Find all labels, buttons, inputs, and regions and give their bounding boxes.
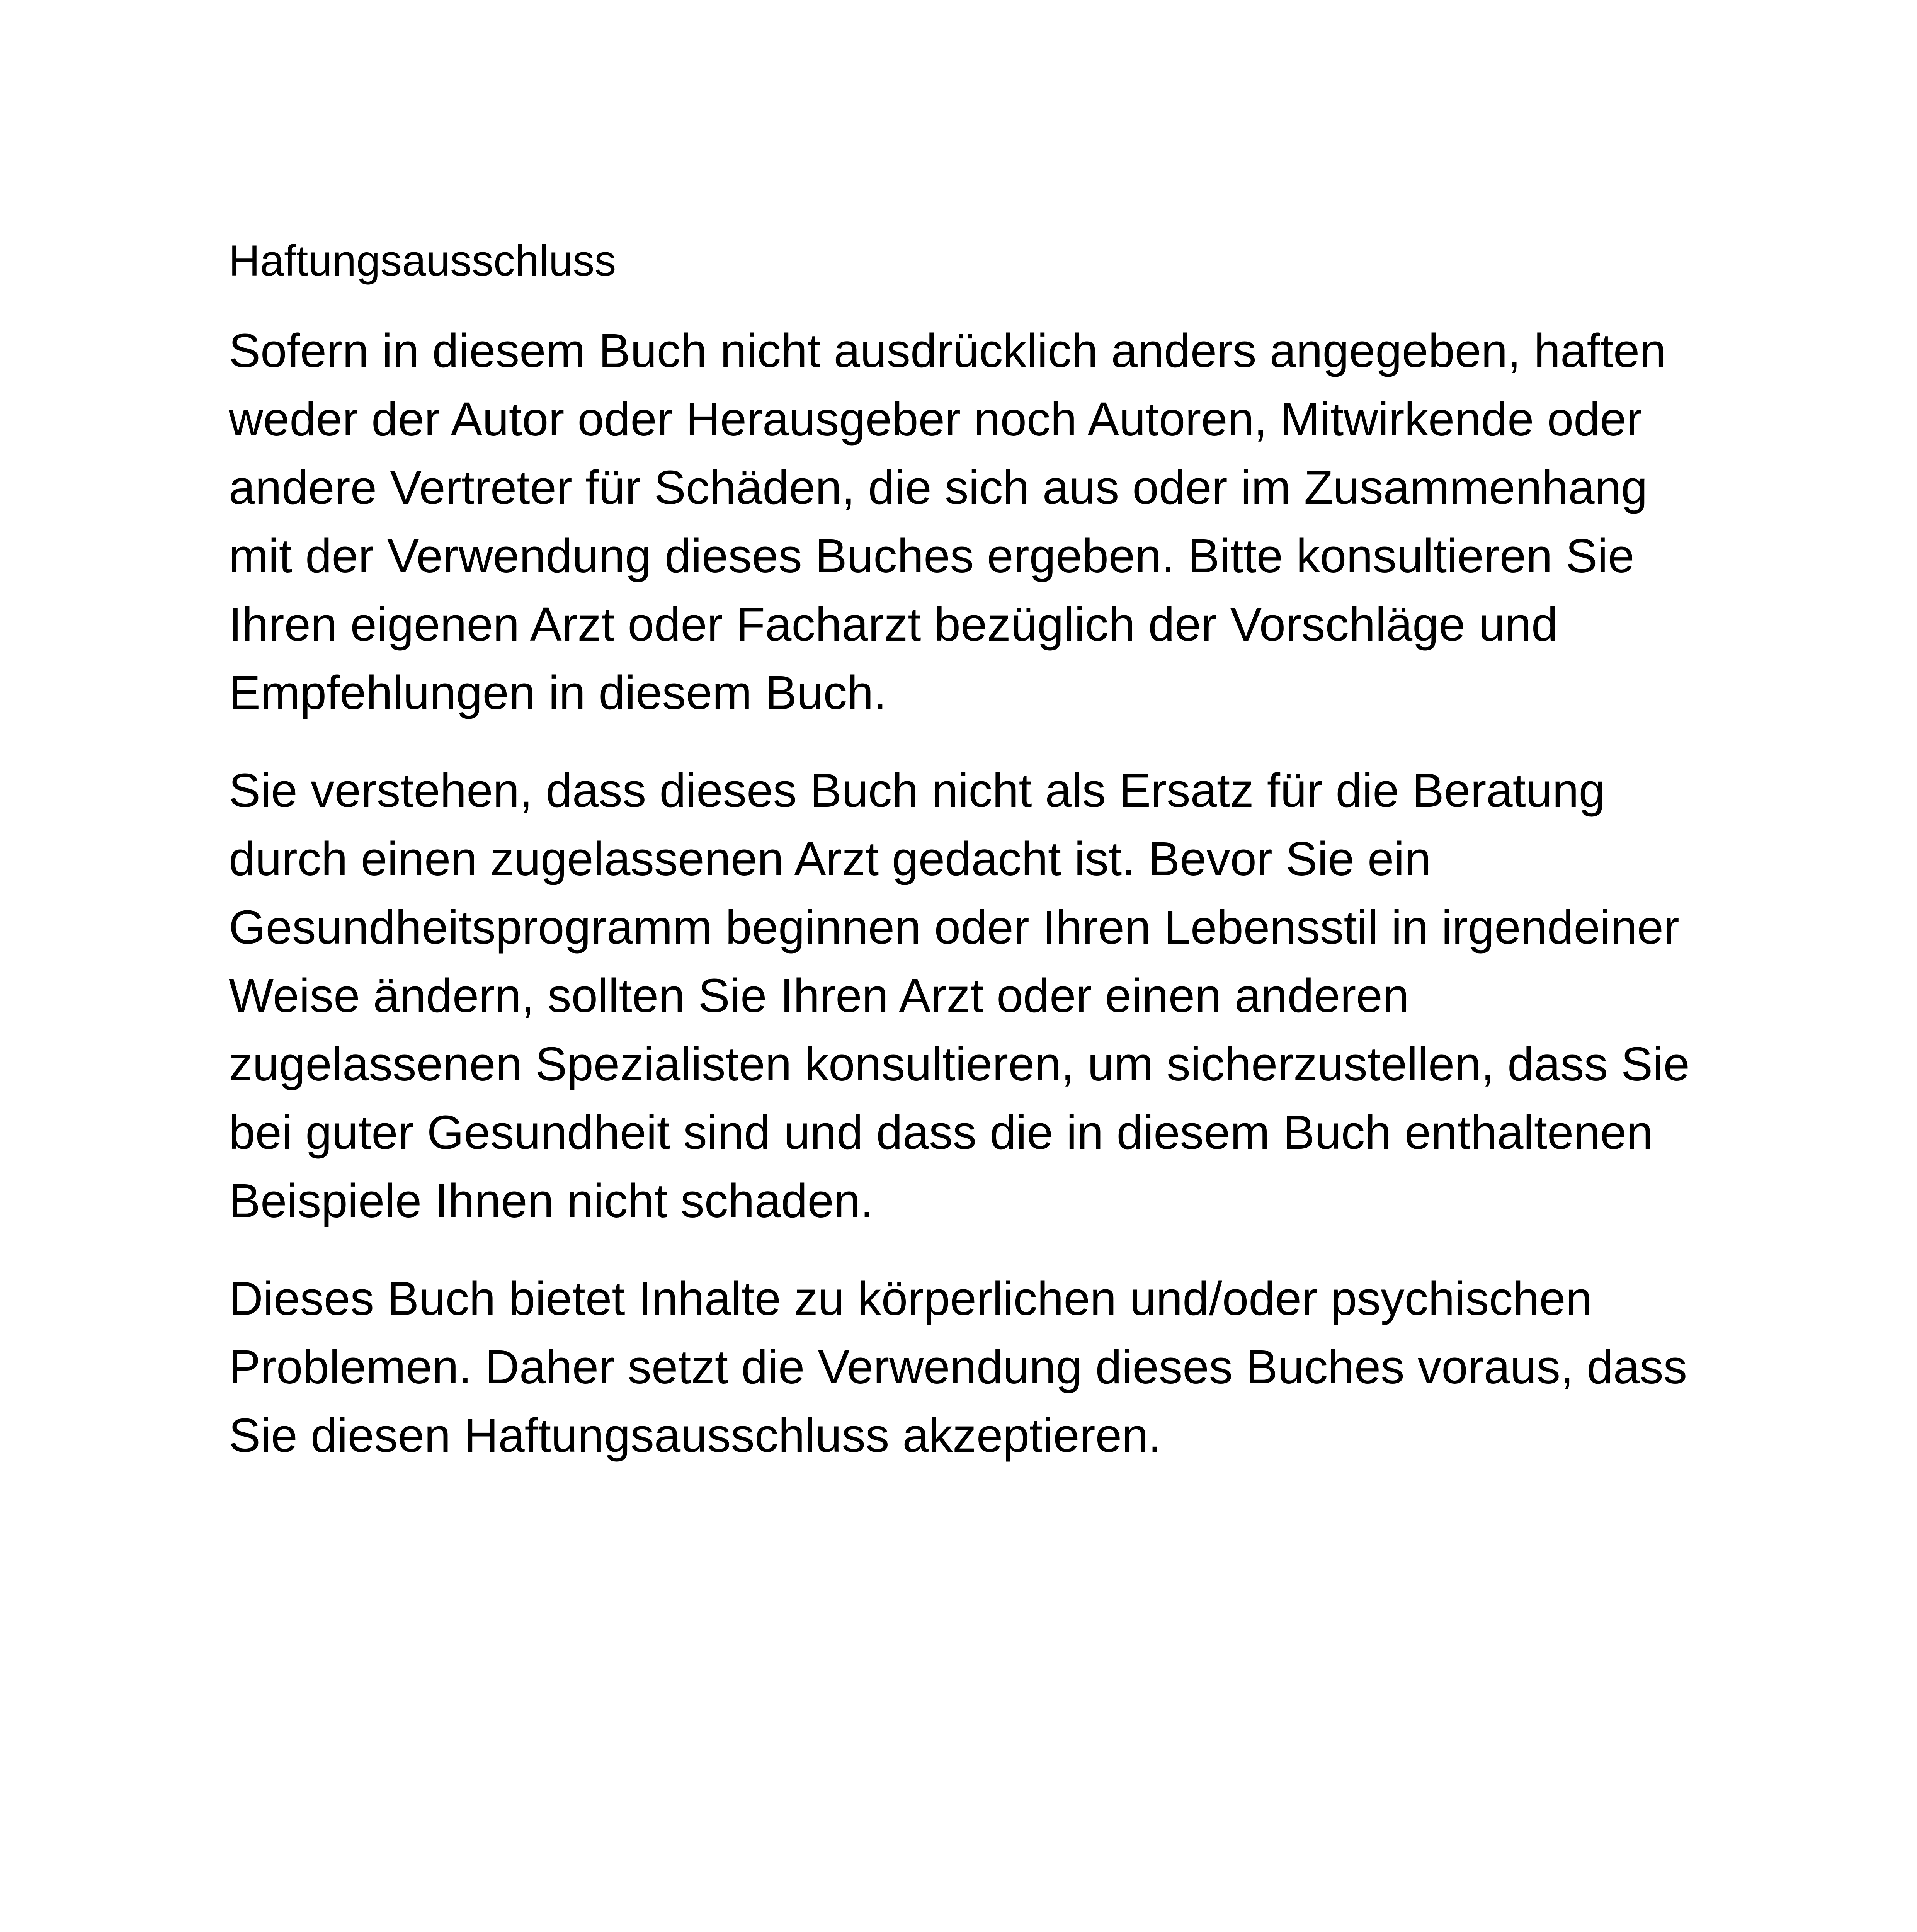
disclaimer-paragraph-2: Sie verstehen, dass dieses Buch nicht als Ersatz für die Beratung durch einen zugelassenen Arzt gedacht ist. Bevor Sie ein Gesundheitsprogramm beginnen oder Ihren Lebensstil in irgendeiner Weise ändern, sollten Sie Ihren Arzt oder einen anderen zugelassenen Spezialisten konsultieren, um sicherzustellen, dass Sie bei guter Gesundheit sind und dass die in diesem Buch enthaltenen Beispiele Ihnen nicht schaden. (229, 764, 1690, 1228)
document-content (229, 232, 1705, 1499)
document-title: Haftungsausschluss (229, 236, 616, 285)
disclaimer-paragraph-1: Sofern in diesem Buch nicht ausdrücklich anders angegeben, haften weder der Autor oder Herausgeber noch Autoren, Mitwirkende oder andere Vertreter für Schäden, die sich aus oder im Zusammenhang mit der Verwendung dieses Buches ergeben. Bitte konsultieren Sie Ihren eigenen Arzt oder Facharzt bezüglich der Vorschläge und Empfehlungen in diesem Buch. (229, 325, 1666, 719)
disclaimer-paragraph-3: Dieses Buch bietet Inhalte zu körperlichen und/oder psychischen Problemen. Daher setzt die Verwendung dieses Buches voraus, dass Sie diesen Haftungsausschluss akzeptieren. (229, 1272, 1687, 1462)
